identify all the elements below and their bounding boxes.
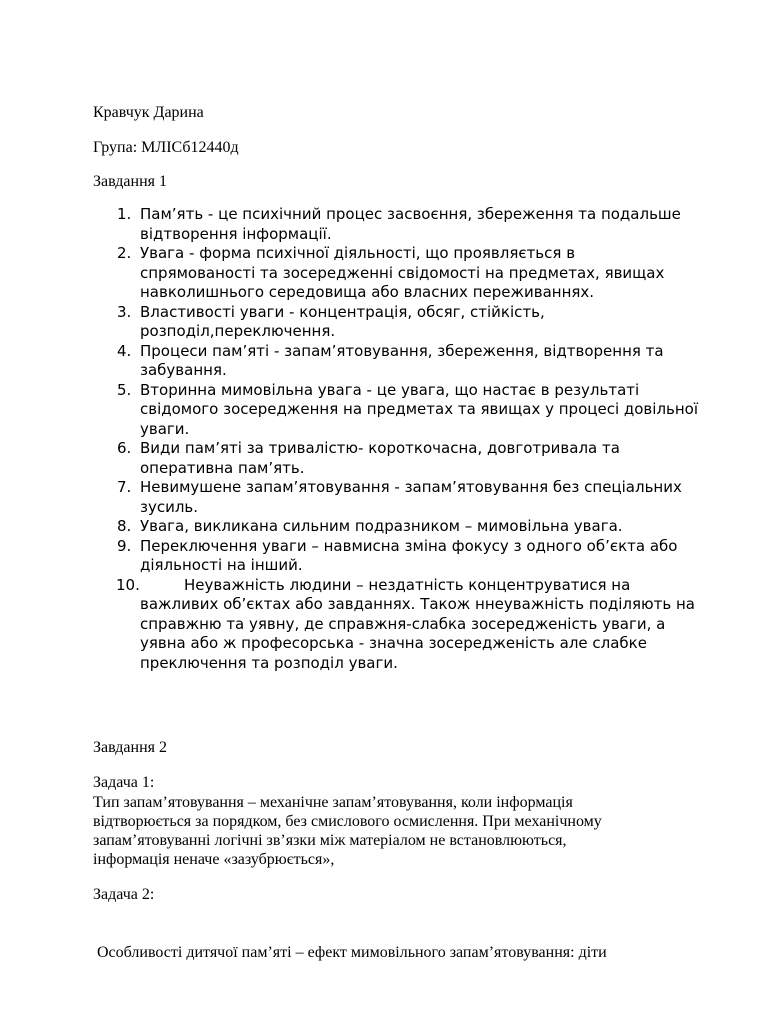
list-item-line: Процеси пам’яті - запам’ятовування, збереження, відтворення та: [140, 341, 664, 360]
paragraph-line: інформація неначе «зазубрюється»,: [93, 851, 335, 868]
list-item-line: відтворення інформації.: [140, 224, 332, 243]
list-item-line: уваги.: [140, 419, 190, 438]
list-item-line: свідомого зосередження на предметах та явищах у процесі довільної: [140, 400, 699, 418]
list-item: [93, 303, 683, 342]
list-item: [93, 244, 683, 303]
list-item-line: Властивості уваги - концентрація, обсяг, стійкість,: [140, 302, 545, 321]
list-item-number: 9.: [117, 536, 132, 555]
list-item: [93, 517, 683, 537]
list-item-line: забування.: [140, 361, 227, 379]
list-item-line: Невимушене запам’ятовування - запам’ятовування без спеціальних: [140, 478, 682, 496]
list-item-line: Види пам’яті за тривалістю- короткочасна, довготривала та: [140, 439, 620, 457]
list-item-line: оперативна пам’ять.: [140, 458, 305, 477]
list-item-number: 3.: [117, 302, 132, 321]
task1-title: Завдання 1: [93, 173, 167, 190]
group-line: Група: МЛІСб12440д: [93, 139, 239, 156]
list-item-number: 4.: [117, 341, 132, 360]
list-item: [93, 439, 683, 478]
task1-list: [93, 205, 699, 673]
list-item: [93, 478, 683, 517]
list-item-line: Увага, викликана сильним подразником – мимовільна увага.: [140, 517, 623, 535]
list-item-number: 1.: [117, 205, 132, 223]
list-item-number: 6.: [117, 439, 132, 457]
list-item-line: зусиль.: [140, 497, 199, 516]
paragraph-line: Тип запам’ятовування – механічне запам’ятовування, коли інформація: [93, 794, 573, 811]
list-item-line: Пам’ять - це психічний процес засвоєння, збереження та подальше: [140, 205, 681, 223]
paragraph-line: Особливості дитячої пам’яті – ефект мимовільного запам’ятовування: діти: [93, 944, 607, 961]
list-item-line: розподіл,переключення.: [140, 322, 336, 340]
list-item: [93, 380, 699, 440]
list-item-line: Вторинна мимовільна увага - це увага, що настає в результаті: [140, 380, 640, 399]
list-item: [93, 537, 683, 576]
paragraph-line: запам’ятовуванні логічні зв’язки між матеріалом не встановлюються,: [93, 832, 567, 849]
task2-title: Завдання 2: [93, 739, 167, 756]
list-item-line: навколишнього середовища або власних переживаннях.: [140, 283, 595, 301]
list-item-number: 10.: [116, 575, 140, 594]
list-item: [93, 575, 695, 674]
list-item-line: Переключення уваги – навмисна зміна фокусу з одного об’єкта або: [140, 536, 678, 555]
list-item-number: 8.: [117, 517, 132, 535]
list-item-line: справжню та уявну, де справжня-слабка зосередженість уваги, а: [140, 614, 666, 633]
list-item-line: важливих об’єктах або завданнях. Також ннеуважність поділяють на: [140, 595, 695, 613]
list-item: [93, 205, 683, 244]
paragraph-line: відтворюється за порядком, без смислового осмислення. При механічному: [93, 813, 602, 830]
author-name: Кравчук Дарина: [93, 104, 204, 121]
list-item-line: уявна або ж професорська - значна зосередженість але слабке: [140, 634, 647, 652]
list-item-number: 2.: [117, 244, 132, 262]
list-item: [93, 342, 683, 381]
problem2-label: Задача 2:: [93, 886, 155, 903]
list-item-line: діяльності на інший.: [140, 556, 303, 574]
problem2-text: [93, 905, 607, 1000]
list-item-number: 5.: [117, 380, 132, 399]
problem1-text: [93, 793, 602, 869]
list-item-line: преключення та розподіл уваги.: [140, 653, 398, 672]
problem1-label: Задача 1:: [93, 774, 155, 791]
list-item-line: спрямованості та зосередженні свідомості на предметах, явищах: [140, 263, 665, 282]
list-item-number: 7.: [117, 478, 132, 496]
list-item-line: Увага - форма психічної діяльності, що проявляється в: [140, 244, 576, 262]
list-item-line: Неуважність людини – нездатність концентруватися на: [184, 575, 631, 594]
